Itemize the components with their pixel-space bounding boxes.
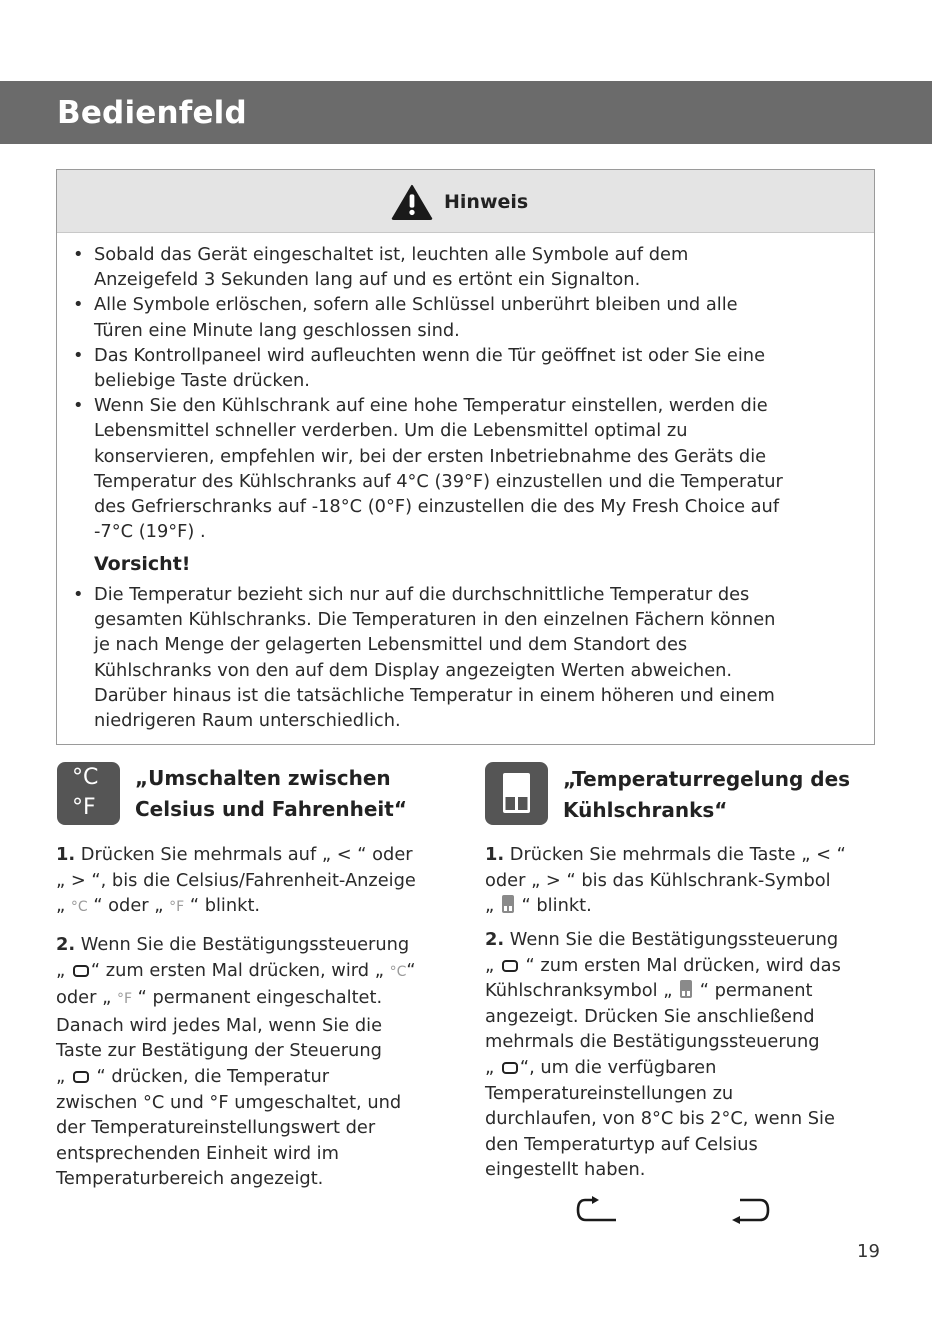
list-item: • Wenn Sie den Kühlschrank auf eine hohe Temperatur einstellen, werden die Lebensmittel schneller verderben. Um die Lebensmittel optimal zu konservieren, empfehlen wir, bei der ersten Inbetriebnahme des Geräts die Temperatur des Kühlschranks auf 4°C (39°F) einzustellen und die Temperatur des Gefrierschranks auf -18°C (0°F) einzustellen die des My Fresh Choice auf -7°C (19°F) .: [73, 395, 783, 543]
left-step-1: 1. Drücken Sie mehrmals auf „ < “ oder „ > “, bis die Celsius/Fahrenheit-Anzeige „ °C “ oder „ °F “ blinkt.: [56, 844, 416, 917]
celsius-fahrenheit-icon: °C °F: [57, 762, 120, 825]
left-step-2: 2. Wenn Sie die Bestätigungssteuerung „ “ zum ersten Mal drücken, wird „ °C“ oder „ °F “ permanent eingeschaltet. Danach wird jedes Mal, wenn Sie die Taste zur Bestätigung der Steuerung „ “ drücken, die Temperatur zwischen °C und °F umgeschaltet, und der Temperatureinstellungswert der entsprechenden Einheit wird im Temperaturbereich angezeigt.: [56, 934, 416, 1190]
fridge-icon: [485, 762, 548, 825]
confirm-button-icon: [73, 1071, 89, 1083]
fridge-symbol-icon: [502, 895, 514, 913]
confirm-button-icon: [73, 965, 89, 977]
section-title-fridge: „Temperaturregelung des Kühlschranks“: [563, 767, 851, 822]
header-bar: [0, 81, 932, 144]
arrow-return-left-icon: [574, 1194, 620, 1226]
fridge-symbol-icon: [680, 980, 692, 998]
list-item: • Die Temperatur bezieht sich nur auf die durchschnittliche Temperatur des gesamten Kühlschranks. Die Temperaturen in den einzelnen Fächern können je nach Menge der gelagerten Lebensmittel und dem Standort des Kühlschranks von den auf dem Display angezeigten Werten abweichen. Darüber hinaus ist die tatsächliche Temperatur in einem höheren und einem niedrigeren Raum unterschiedlich.: [73, 584, 776, 732]
confirm-button-icon: [502, 1062, 518, 1074]
right-step-2: 2. Wenn Sie die Bestätigungssteuerung „ “ zum ersten Mal drücken, wird das Kühlschranksymbol „ “ permanent angezeigt. Drücken Sie anschließend mehrmals die Bestätigungssteuerung „ “, um die verfügbaren Temperatureinstellungen zu durchlaufen, von 8°C bis 2°C, wenn Sie den Temperaturtyp auf Celsius eingestellt haben.: [485, 929, 841, 1181]
notice-title: Hinweis: [444, 191, 529, 213]
caution-list: [57, 582, 857, 733]
warning-triangle-icon: [390, 184, 434, 220]
confirm-button-icon: [502, 960, 518, 972]
list-item: • Alle Symbole erlöschen, sofern alle Schlüssel unberührt bleiben und alle Türen eine Minute lang geschlossen sind.: [73, 294, 738, 341]
caution-title: Vorsicht!: [94, 553, 191, 575]
page-title: Bedienfeld: [57, 95, 247, 131]
notice-list: [57, 242, 857, 544]
list-item: • Sobald das Gerät eingeschaltet ist, leuchten alle Symbole auf dem Anzeigefeld 3 Sekunden lang auf und es ertönt ein Signalton.: [73, 244, 689, 291]
right-step-1: 1. Drücken Sie mehrmals die Taste „ < “ oder „ > “ bis das Kühlschrank-Symbol „ “ blinkt.: [485, 844, 846, 917]
arrow-return-right-icon: [726, 1194, 772, 1226]
list-item: • Das Kontrollpaneel wird aufleuchten wenn die Tür geöffnet ist oder Sie eine beliebige Taste drücken.: [73, 344, 766, 392]
section-title-celsius: „Umschalten zwischen Celsius und Fahrenheit“: [135, 766, 407, 821]
page-number: 19: [857, 1241, 880, 1262]
notice-box: [56, 169, 875, 745]
notice-header: [57, 170, 874, 233]
